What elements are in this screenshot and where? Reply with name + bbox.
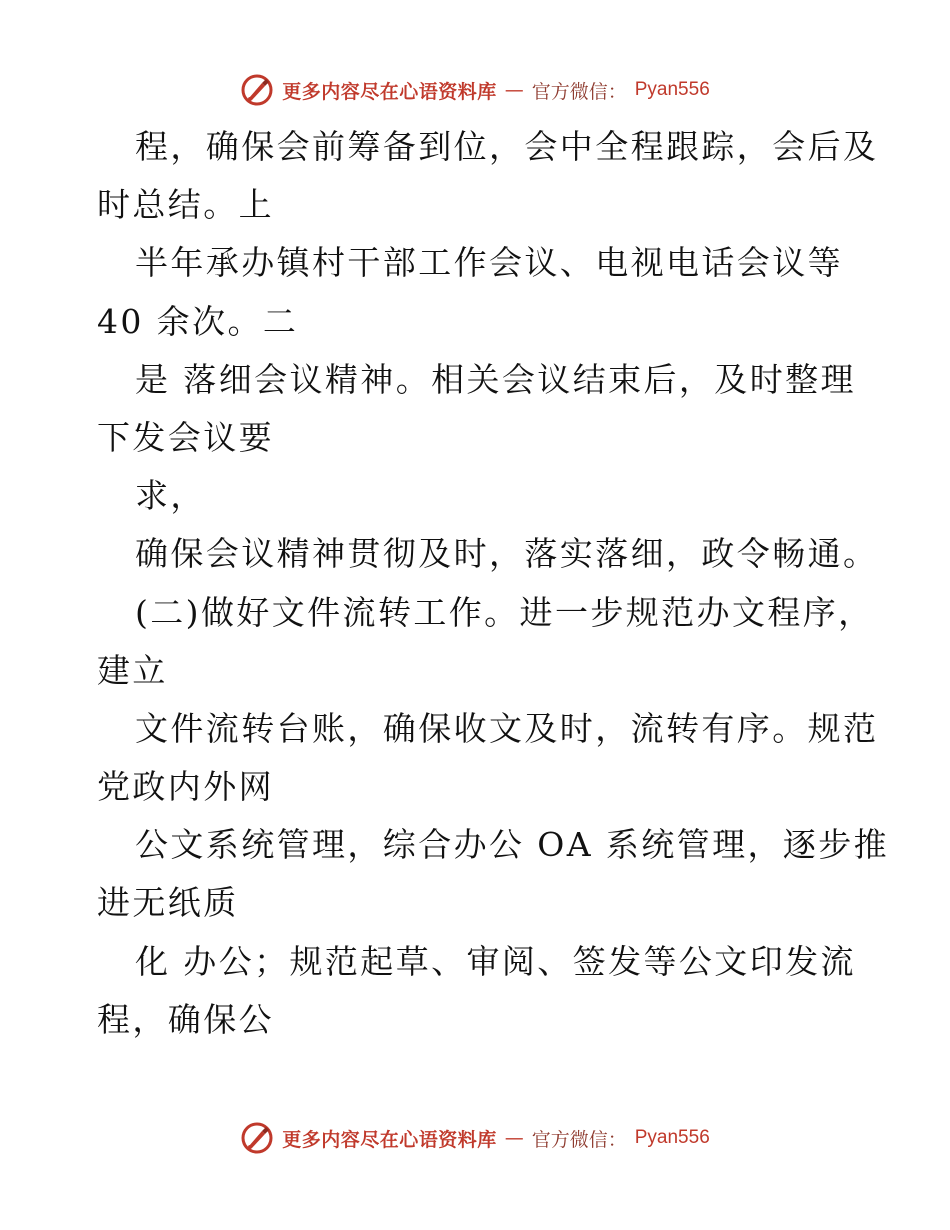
header-watermark	[0, 70, 950, 110]
watermark-id: Pyan556	[634, 79, 710, 100]
body-line: 是 落细会议精神。相关会议结束后，及时整理	[135, 359, 856, 399]
body-line: 程，确保公	[97, 999, 274, 1039]
body-line: 党政内外网	[97, 767, 274, 807]
watermark-label: 官方微信：	[531, 1128, 627, 1151]
watermark-id: Pyan556	[634, 1127, 710, 1148]
watermark-text: 更多内容尽在心语资料库	[282, 80, 497, 103]
body-line: 建立	[97, 650, 168, 690]
body-line: (二)做好文件流转工作。进一步规范办文程序，	[135, 592, 874, 632]
red-pen-logo-icon	[240, 1121, 274, 1155]
body-line: 半年承办镇村干部工作会议、电视电话会议等	[135, 243, 843, 283]
red-pen-logo-icon	[240, 73, 274, 107]
body-line: 40 余次。二	[97, 301, 299, 341]
body-line: 进无纸质	[97, 883, 239, 923]
body-line: 下发会议要	[97, 417, 274, 457]
body-line: 文件流转台账，确保收文及时，流转有序。规范	[135, 708, 879, 748]
body-line: 程，确保会前筹备到位，会中全程跟踪，会后及	[135, 127, 879, 166]
watermark-dash: —	[504, 1127, 524, 1149]
document-body	[97, 118, 890, 1049]
watermark-dash: —	[504, 79, 524, 101]
body-line: 求，	[135, 476, 206, 516]
body-line: 确保会议精神贯彻及时，落实落细，政令畅通。	[135, 534, 879, 574]
body-line: 时总结。上	[97, 185, 274, 225]
body-line: 化 办公；规范起草、审阅、签发等公文印发流	[135, 941, 856, 981]
watermark-text: 更多内容尽在心语资料库	[282, 1128, 497, 1151]
footer-watermark	[0, 1118, 950, 1158]
watermark-label: 官方微信：	[531, 80, 627, 103]
body-line: 公文系统管理，综合办公 OA 系统管理，逐步推	[135, 825, 890, 865]
